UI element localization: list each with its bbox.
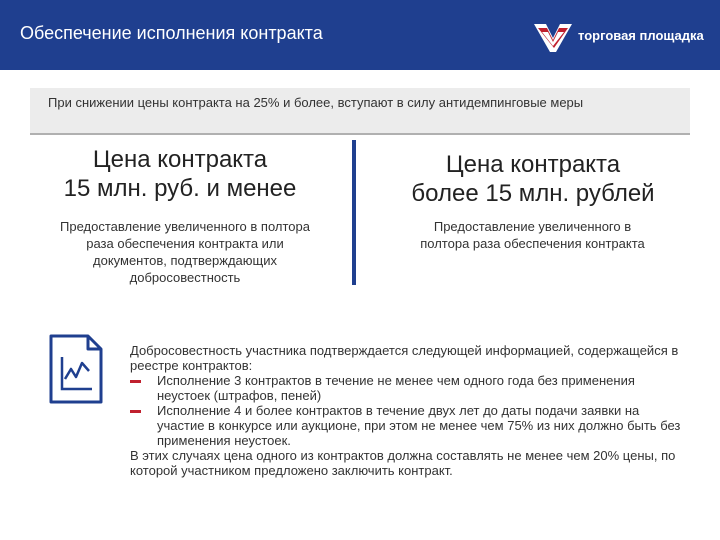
document-chart-icon — [48, 333, 104, 410]
logo — [532, 20, 712, 56]
page-title: Обеспечение исполнения контракта — [20, 23, 323, 43]
right-column-title-line1: Цена контракта — [445, 151, 621, 178]
right-column-description: Предоставление увеличенного в полтора раза обеспечения контракта — [420, 219, 645, 251]
bullet-dash-icon — [130, 410, 141, 413]
bullet-dash-icon — [130, 380, 141, 383]
left-column-title-line1: Цена контракта — [92, 146, 268, 173]
left-column-description: Предоставление увеличенного в полтора раза обеспечения контракта или документов, подтверждающих добросовестность — [60, 219, 310, 285]
left-column-title-line2: 15 млн. руб. и менее — [63, 175, 297, 202]
list-item — [130, 373, 690, 403]
info-banner-text: При снижении цены контракта на 25% и более, вступают в силу антидемпинговые меры — [48, 95, 584, 110]
column-divider — [352, 140, 356, 285]
logo-mark-icon — [532, 20, 576, 56]
list-item — [130, 403, 690, 448]
logo-text: торговая площадка — [578, 28, 704, 43]
list-item-text: Исполнение 3 контрактов в течение не менее чем одного года без применения неустоек (штрафов, пеней) — [157, 373, 635, 403]
header-bar — [0, 0, 720, 70]
details-intro: Добросовестность участника подтверждается следующей информацией, содержащейся в реестре контрактов: — [130, 343, 679, 373]
details-outro: В этих случаях цена одного из контрактов должна составлять не менее чем 20% цены, по которой участником предложено заключить контракт. — [130, 448, 676, 478]
left-column-title — [20, 145, 340, 203]
info-banner — [30, 88, 690, 135]
list-item-text: Исполнение 4 и более контрактов в течение двух лет до даты подачи заявки на участие в конкурсе или аукционе, при этом не менее чем 75% из них должно быть без применения неустоек. — [157, 403, 681, 448]
right-column-title — [368, 150, 698, 208]
right-column-title-line2: более 15 млн. рублей — [411, 180, 655, 207]
details-section — [130, 343, 690, 478]
